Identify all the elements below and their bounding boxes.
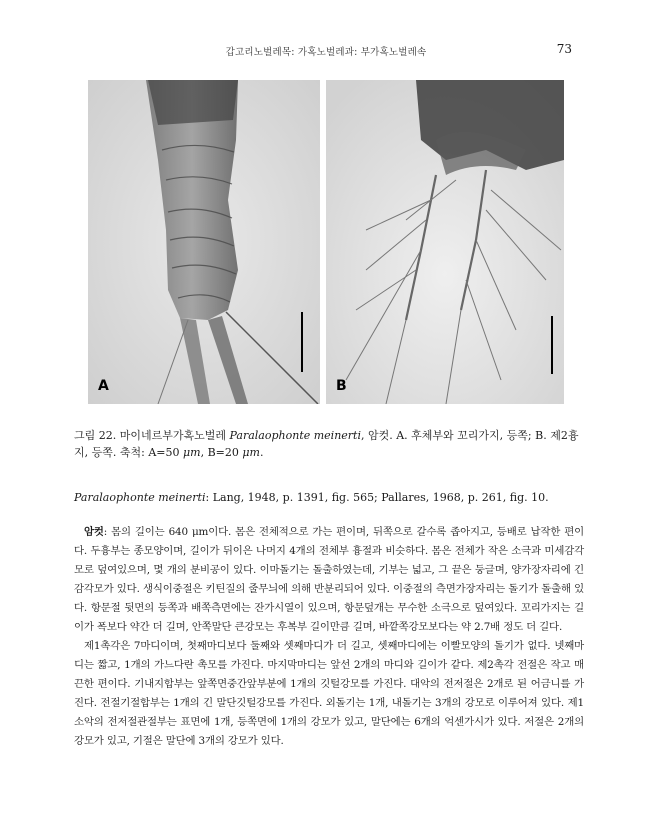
micrograph-b-image [326,80,564,404]
micrograph-panel-b [326,80,564,404]
description-paragraph-2: 제1촉각은 7마디이며, 첫째마디보다 둘째와 셋째마디가 더 길고, 셋째마디에는 이빨모양의 돌기가 없다. 넷째마디는 짧고, 1개의 가느다란 촉모를 가진다. 마지막마디는 앞선 2개의 마디와 길이가 같다. 제2촉각 전절은 작고 매끈한 편이다. 기내지합부는 앞쪽면중간앞부분에 1개의 깃털강모를 가진다. 대악의 전저절은 2개로 된 어금니를 가진다. 전절기절합부는 1개의 긴 말단깃털강모를 가진다. 외돌기는 1개, 내돌기는 3개의 강모로 이루어져 있다. 제1소악의 전저절관절부는 표면에 1개, 등쪽면에 1개의 강모가 있고, 말단에는 6개의 억센가시가 있다. 저절은 2개의 강모가 있고, 기절은 말단에 3개의 강모가 있다. [74,640,584,747]
caption-species: Paralaophonte meinerti [229,429,361,442]
species-description [74,523,584,751]
caption-prefix: 그림 22. 마이네르부가혹노벌레 [74,429,230,442]
running-header [0,44,652,60]
caption-end: . [259,446,264,459]
page-number: 73 [556,42,572,56]
micrograph-a-image [88,80,320,404]
caption-unit-b: μm [242,446,260,459]
figure-caption [74,427,584,461]
synonymy-reference [74,491,584,504]
reference-citation: : Lang, 1948, p. 1391, fig. 565; Pallares, 1968, p. 261, fig. 10. [205,491,549,504]
caption-mid: , B=20 [200,446,243,459]
micrograph-panel-a [88,80,320,404]
figure-22 [88,80,564,404]
paragraph-1-text: : 몸의 길이는 640 μm이다. 몸은 전체적으로 가는 편이며, 뒤쪽으로 갈수록 좁아지고, 등배로 납작한 편이다. 두흉부는 종모양이며, 길이가 뒤이은 나머지 4개의 전체부 흉절과 비슷하다. 몸은 전체가 작은 소극과 미세감각모로 덮여있으며, 몇 개의 분비공이 있다. 이마돌기는 돌출하였는데, 기부는 넓고, 그 끝은 둥글며, 양가장자리에 긴 감각모가 있다. 생식이중절은 키틴질의 줄무늬에 의해 반분리되어 있다. 이중절의 측면가장자리는 돌기가 돌출해 있다. 항문절 뒷면의 등쪽과 배쪽측면에는 잔가시열이 있으며, 항문덮개는 무수한 소극으로 덮여있다. 꼬리가지는 길이가 폭보다 약간 더 길며, 안쪽말단 큰강모는 후복부 길이만큼 길며, 바깥쪽강모보다는 약 2.7배 정도 더 길다. [74,526,584,633]
caption-rest: , 암컷. A. 후체부와 꼬리가지, 등쪽; B. 제2흉지, 등쪽. 축척: A=50 [74,429,579,459]
header-title: 갑고리노벌레목: 가혹노벌레과: 부가혹노벌레속 [225,47,427,58]
reference-species: Paralaophonte meinerti [74,491,206,504]
panel-b-label: B [336,378,347,394]
caption-unit-a: μm [182,446,201,459]
description-paragraph-1 [74,523,584,637]
sex-label: 암컷 [84,526,104,538]
panel-a-label: A [98,378,109,394]
